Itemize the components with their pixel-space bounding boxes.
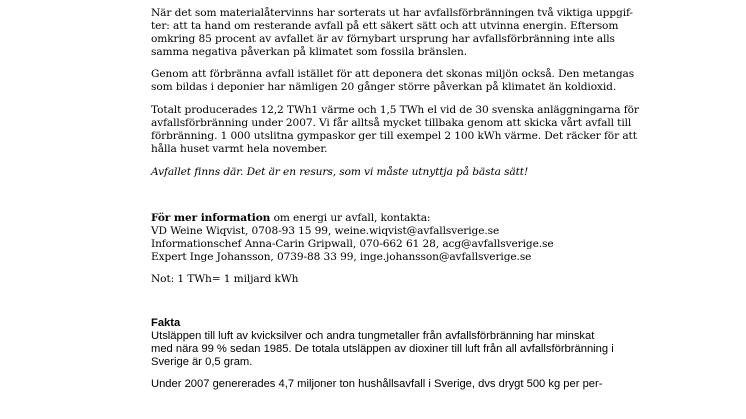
text-line: Utsläppen till luft av kvicksilver och andra tungmetaller från avfallsförbränning har minskat xyxy=(151,330,595,342)
text-line: samma negativa påverkan på klimatet som fossila bränslen. xyxy=(151,46,467,58)
fakta-paragraph-household xyxy=(151,378,691,391)
quote-text: Avfallet finns där. Det är en resurs, som vi måste utnyttja på bästa sätt! xyxy=(151,166,529,178)
text-line: Totalt producerades 12,2 TWh1 värme och 1,5 TWh el vid de 30 svenska anläggningarna för xyxy=(151,104,639,116)
fakta-heading xyxy=(151,317,691,330)
paragraph-recycling xyxy=(151,7,691,59)
note-text: Not: 1 TWh= 1 miljard kWh xyxy=(151,273,299,285)
quote xyxy=(151,166,691,179)
text-line: Sverige är 0,5 gram. xyxy=(151,356,253,368)
text-line: förbränning. 1 000 utslitna gympaskor ger till exempel 2 100 kWh värme. Det räcker för att xyxy=(151,130,637,142)
fakta-paragraph-emissions xyxy=(151,330,691,369)
contact-heading-rest: om energi ur avfall, kontakta: xyxy=(270,212,431,224)
text-line: med nära 99 % sedan 1985. De totala utsläppen av dioxiner till luft från all avfallsförbränning i xyxy=(151,343,614,355)
text-line: omkring 85 procent av avfallet är av förnybart ursprung har avfallsförbränning inte alls xyxy=(151,33,615,45)
text-line: ter: att ta hand om resterande avfall på ett säkert sätt och att utvinna energin. Eftersom xyxy=(151,20,619,32)
text-line: När det som materialåtervinns har sorterats ut har avfallsförbränningen två viktiga uppgif- xyxy=(151,7,633,19)
note xyxy=(151,273,691,286)
text-line: Genom att förbränna avfall istället för att deponera det skonas miljön också. Den metangas xyxy=(151,68,635,80)
contact-heading-bold: För mer information xyxy=(151,212,271,224)
paragraph-production xyxy=(151,104,691,156)
contact-block xyxy=(151,212,691,264)
contact-expert: Expert Inge Johansson, 0739-88 33 99, inge.johansson@avfallsverige.se xyxy=(151,251,532,263)
contact-info-chief: Informationschef Anna-Carin Gripwall, 070-662 61 28, acg@avfallsverige.se xyxy=(151,238,554,250)
document-page xyxy=(151,0,691,391)
text-line: Under 2007 genererades 4,7 miljoner ton hushållsavfall i Sverige, dvs drygt 500 kg per per- xyxy=(151,378,603,390)
paragraph-landfill xyxy=(151,68,691,94)
text-line: hålla huset varmt hela november. xyxy=(151,143,328,155)
text-line: avfallsförbränning under 2007. Vi får alltså mycket tillbaka genom att skicka vårt avfall till xyxy=(151,117,632,129)
contact-heading xyxy=(151,212,691,225)
text-line: som bildas i deponier har nämligen 20 gånger större påverkan på klimatet än koldioxid. xyxy=(151,81,617,93)
contact-ceo: VD Weine Wiqvist, 0708-93 15 99, weine.wiqvist@avfallsverige.se xyxy=(151,225,500,237)
fakta-heading-text: Fakta xyxy=(151,317,181,329)
